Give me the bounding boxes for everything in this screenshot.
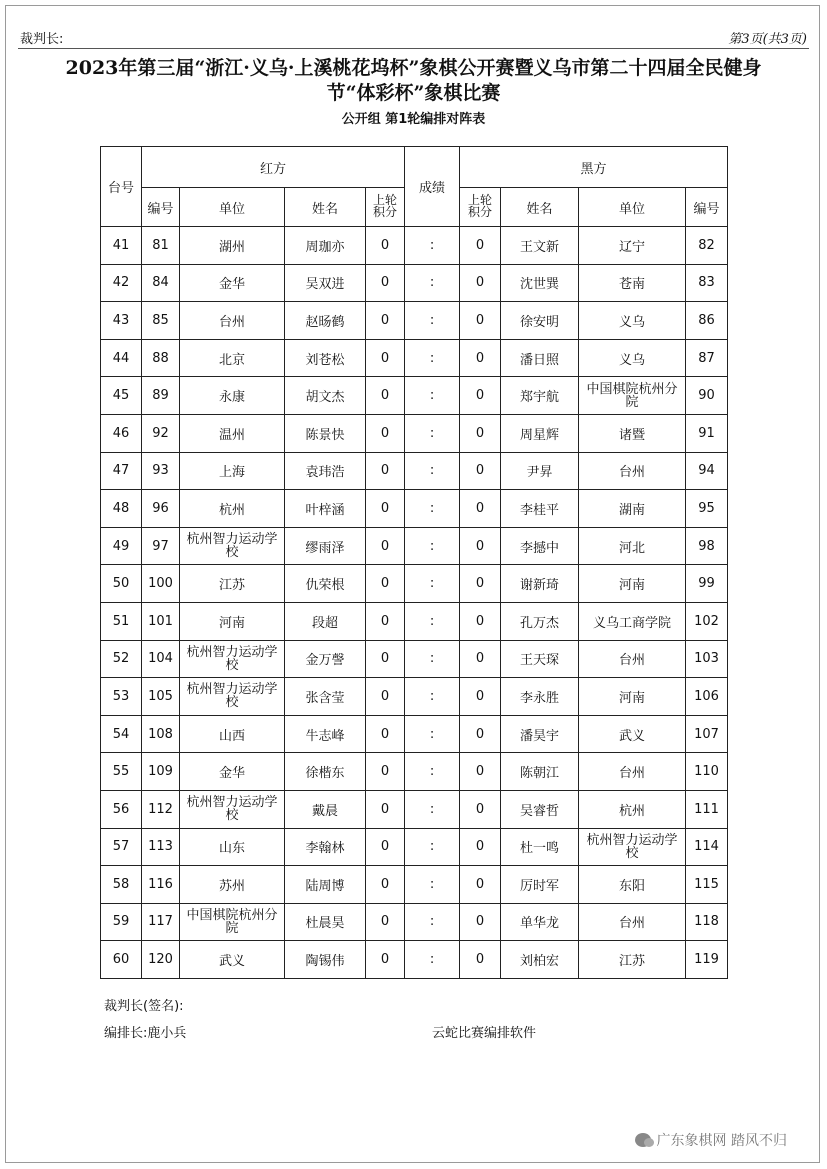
cell-red-number: 101 — [142, 602, 180, 640]
header-black-number: 编号 — [686, 188, 728, 227]
cell-black-number: 103 — [686, 640, 728, 678]
cell-red-prev-score: 0 — [366, 227, 405, 265]
header-result: 成绩 — [405, 147, 460, 227]
cell-black-unit: 河南 — [579, 678, 686, 716]
cell-red-name: 缪雨泽 — [285, 527, 366, 565]
cell-black-name: 沈世巽 — [501, 264, 579, 302]
cell-red-number: 104 — [142, 640, 180, 678]
cell-black-number: 87 — [686, 339, 728, 377]
header-table-no: 台号 — [101, 147, 142, 227]
cell-black-number: 90 — [686, 377, 728, 415]
cell-black-number: 115 — [686, 866, 728, 904]
cell-red-number: 92 — [142, 414, 180, 452]
cell-red-unit: 山东 — [180, 828, 285, 866]
cell-black-prev-score: 0 — [460, 414, 501, 452]
cell-black-prev-score: 0 — [460, 640, 501, 678]
cell-red-unit: 永康 — [180, 377, 285, 415]
cell-black-number: 99 — [686, 565, 728, 603]
cell-black-prev-score: 0 — [460, 264, 501, 302]
cell-table-no: 54 — [101, 715, 142, 753]
cell-red-unit: 武义 — [180, 941, 285, 979]
cell-red-number: 97 — [142, 527, 180, 565]
cell-red-unit: 北京 — [180, 339, 285, 377]
cell-black-prev-score: 0 — [460, 527, 501, 565]
cell-black-name: 李永胜 — [501, 678, 579, 716]
cell-black-number: 119 — [686, 941, 728, 979]
cell-black-unit: 台州 — [579, 640, 686, 678]
cell-black-prev-score: 0 — [460, 302, 501, 340]
table-row — [101, 302, 728, 340]
cell-result: : — [405, 565, 460, 603]
cell-result: : — [405, 903, 460, 941]
cell-result: : — [405, 339, 460, 377]
cell-black-unit: 辽宁 — [579, 227, 686, 265]
software-credit: 云蛇比赛编排软件 — [432, 1026, 537, 1041]
cell-black-unit: 义乌 — [579, 339, 686, 377]
cell-table-no: 52 — [101, 640, 142, 678]
cell-red-number: 96 — [142, 490, 180, 528]
cell-result: : — [405, 302, 460, 340]
cell-result: : — [405, 452, 460, 490]
cell-red-unit: 河南 — [180, 602, 285, 640]
cell-black-unit — [579, 377, 686, 415]
cell-black-name: 王文新 — [501, 227, 579, 265]
cell-black-prev-score: 0 — [460, 828, 501, 866]
cell-black-number: 98 — [686, 527, 728, 565]
unit-text: 杭州智力运动学校 — [186, 795, 278, 824]
cell-red-unit: 金华 — [180, 753, 285, 791]
cell-table-no: 58 — [101, 866, 142, 904]
cell-table-no: 56 — [101, 790, 142, 828]
pairing-rows — [101, 227, 728, 979]
cell-black-unit: 武义 — [579, 715, 686, 753]
cell-red-prev-score: 0 — [366, 866, 405, 904]
cell-black-unit: 义乌 — [579, 302, 686, 340]
cell-result: : — [405, 640, 460, 678]
table-row — [101, 339, 728, 377]
cell-black-unit: 台州 — [579, 452, 686, 490]
cell-black-prev-score: 0 — [460, 339, 501, 377]
cell-black-number: 95 — [686, 490, 728, 528]
table-row — [101, 452, 728, 490]
cell-black-number: 91 — [686, 414, 728, 452]
cell-red-unit: 山西 — [180, 715, 285, 753]
cell-result: : — [405, 866, 460, 904]
cell-result: : — [405, 790, 460, 828]
cell-black-name: 陈朝江 — [501, 753, 579, 791]
cell-table-no: 57 — [101, 828, 142, 866]
cell-table-no: 41 — [101, 227, 142, 265]
cell-result: : — [405, 715, 460, 753]
cell-red-name: 段超 — [285, 602, 366, 640]
cell-black-name: 周星辉 — [501, 414, 579, 452]
header-red-name: 姓名 — [285, 188, 366, 227]
header-black-unit: 单位 — [579, 188, 686, 227]
cell-black-prev-score: 0 — [460, 790, 501, 828]
cell-black-name: 潘昊宇 — [501, 715, 579, 753]
table-row — [101, 640, 728, 678]
header-page-number: 第3页(共3页) — [728, 32, 807, 47]
cell-table-no: 44 — [101, 339, 142, 377]
unit-text: 杭州智力运动学校 — [586, 832, 678, 861]
cell-black-name: 王天琛 — [501, 640, 579, 678]
cell-red-unit: 江苏 — [180, 565, 285, 603]
cell-black-prev-score: 0 — [460, 452, 501, 490]
cell-table-no: 55 — [101, 753, 142, 791]
pairing-table — [100, 146, 728, 979]
cell-result: : — [405, 602, 460, 640]
cell-red-name: 戴晨 — [285, 790, 366, 828]
cell-black-number: 82 — [686, 227, 728, 265]
cell-red-name: 张含莹 — [285, 678, 366, 716]
unit-text: 中国棋院杭州分院 — [186, 907, 278, 936]
cell-result: : — [405, 527, 460, 565]
table-row — [101, 678, 728, 716]
table-row — [101, 753, 728, 791]
cell-red-name: 胡文杰 — [285, 377, 366, 415]
cell-black-number: 118 — [686, 903, 728, 941]
cell-black-unit: 义乌工商学院 — [579, 602, 686, 640]
cell-red-unit — [180, 790, 285, 828]
prev-score-bottom: 积分 — [373, 205, 398, 219]
cell-black-name: 刘柏宏 — [501, 941, 579, 979]
cell-black-unit: 湖南 — [579, 490, 686, 528]
cell-table-no: 51 — [101, 602, 142, 640]
cell-red-prev-score: 0 — [366, 565, 405, 603]
table-row — [101, 790, 728, 828]
cell-black-unit: 杭州 — [579, 790, 686, 828]
cell-red-prev-score: 0 — [366, 828, 405, 866]
cell-black-unit: 江苏 — [579, 941, 686, 979]
cell-red-unit — [180, 678, 285, 716]
cell-black-number: 110 — [686, 753, 728, 791]
header-red-side: 红方 — [142, 147, 405, 188]
cell-red-name: 吴双进 — [285, 264, 366, 302]
cell-table-no: 50 — [101, 565, 142, 603]
cell-red-name: 李翰林 — [285, 828, 366, 866]
header-black-name: 姓名 — [501, 188, 579, 227]
cell-red-number: 89 — [142, 377, 180, 415]
arranger: 编排长:鹿小兵 — [104, 1026, 187, 1041]
cell-red-name: 徐楷东 — [285, 753, 366, 791]
header-black-side: 黑方 — [460, 147, 728, 188]
table-row — [101, 941, 728, 979]
cell-red-prev-score: 0 — [366, 527, 405, 565]
cell-black-unit: 台州 — [579, 753, 686, 791]
cell-table-no: 49 — [101, 527, 142, 565]
cell-red-number: 113 — [142, 828, 180, 866]
cell-red-name: 杜晨昊 — [285, 903, 366, 941]
cell-black-name: 谢新琦 — [501, 565, 579, 603]
table-row — [101, 264, 728, 302]
table-row — [101, 903, 728, 941]
cell-result: : — [405, 490, 460, 528]
cell-result: : — [405, 828, 460, 866]
cell-red-unit — [180, 527, 285, 565]
table-row — [101, 602, 728, 640]
header-red-number: 编号 — [142, 188, 180, 227]
cell-red-prev-score: 0 — [366, 302, 405, 340]
cell-black-number: 102 — [686, 602, 728, 640]
watermark — [635, 1130, 787, 1150]
header-red-prev-score — [366, 188, 405, 227]
cell-black-number: 83 — [686, 264, 728, 302]
cell-red-prev-score: 0 — [366, 903, 405, 941]
unit-text: 杭州智力运动学校 — [186, 532, 278, 561]
cell-red-prev-score: 0 — [366, 490, 405, 528]
cell-red-number: 109 — [142, 753, 180, 791]
cell-red-number: 112 — [142, 790, 180, 828]
cell-red-unit: 台州 — [180, 302, 285, 340]
table-row — [101, 227, 728, 265]
cell-red-unit: 上海 — [180, 452, 285, 490]
cell-red-name: 金万謦 — [285, 640, 366, 678]
watermark-text: 广东象棋网 踏风不归 — [656, 1133, 787, 1149]
cell-black-prev-score: 0 — [460, 678, 501, 716]
cell-red-number: 88 — [142, 339, 180, 377]
header-chief-referee: 裁判长: — [20, 32, 64, 47]
cell-red-prev-score: 0 — [366, 715, 405, 753]
unit-text: 杭州智力运动学校 — [186, 682, 278, 711]
cell-black-name: 厉时军 — [501, 866, 579, 904]
cell-black-prev-score: 0 — [460, 490, 501, 528]
cell-black-prev-score: 0 — [460, 941, 501, 979]
cell-black-unit — [579, 828, 686, 866]
cell-black-name: 李撼中 — [501, 527, 579, 565]
cell-black-name: 郑宇航 — [501, 377, 579, 415]
cell-black-unit: 东阳 — [579, 866, 686, 904]
cell-result: : — [405, 678, 460, 716]
cell-black-unit: 苍南 — [579, 264, 686, 302]
cell-black-number: 86 — [686, 302, 728, 340]
cell-red-number: 100 — [142, 565, 180, 603]
cell-black-name: 李桂平 — [501, 490, 579, 528]
cell-red-number: 108 — [142, 715, 180, 753]
cell-black-prev-score: 0 — [460, 377, 501, 415]
cell-table-no: 60 — [101, 941, 142, 979]
cell-table-no: 47 — [101, 452, 142, 490]
cell-black-name: 吴睿哲 — [501, 790, 579, 828]
cell-black-prev-score: 0 — [460, 227, 501, 265]
cell-red-name: 牛志峰 — [285, 715, 366, 753]
document-title: 2023年第三届“浙江·义乌·上溪桃花坞杯”象棋公开赛暨义乌市第二十四届全民健身节“体彩杯”象棋比赛 — [65, 57, 762, 104]
cell-black-prev-score: 0 — [460, 866, 501, 904]
cell-black-name: 孔万杰 — [501, 602, 579, 640]
cell-red-number: 117 — [142, 903, 180, 941]
prev-score-bottom: 积分 — [468, 205, 493, 219]
cell-red-unit: 苏州 — [180, 866, 285, 904]
wechat-icon — [635, 1133, 651, 1147]
prev-score-top: 上轮 — [468, 193, 493, 207]
header-red-unit: 单位 — [180, 188, 285, 227]
cell-red-unit — [180, 640, 285, 678]
cell-red-unit — [180, 903, 285, 941]
cell-result: : — [405, 941, 460, 979]
table-row — [101, 828, 728, 866]
unit-text: 杭州智力运动学校 — [186, 644, 278, 673]
document-subtitle: 公开组 第1轮编排对阵表 — [341, 112, 486, 127]
cell-black-number: 94 — [686, 452, 728, 490]
table-row — [101, 414, 728, 452]
cell-red-name: 仇荣根 — [285, 565, 366, 603]
cell-black-prev-score: 0 — [460, 565, 501, 603]
cell-result: : — [405, 414, 460, 452]
cell-black-unit: 河南 — [579, 565, 686, 603]
cell-black-prev-score: 0 — [460, 602, 501, 640]
cell-red-number: 105 — [142, 678, 180, 716]
table-row — [101, 715, 728, 753]
cell-red-name: 陈景快 — [285, 414, 366, 452]
cell-red-prev-score: 0 — [366, 414, 405, 452]
cell-table-no: 48 — [101, 490, 142, 528]
cell-red-name: 袁玮浩 — [285, 452, 366, 490]
cell-black-name: 徐安明 — [501, 302, 579, 340]
cell-black-number: 111 — [686, 790, 728, 828]
cell-red-number: 93 — [142, 452, 180, 490]
cell-red-name: 陆周博 — [285, 866, 366, 904]
table-row — [101, 490, 728, 528]
cell-red-unit: 金华 — [180, 264, 285, 302]
cell-red-prev-score: 0 — [366, 753, 405, 791]
cell-red-number: 84 — [142, 264, 180, 302]
cell-black-unit: 河北 — [579, 527, 686, 565]
cell-table-no: 53 — [101, 678, 142, 716]
cell-red-prev-score: 0 — [366, 264, 405, 302]
cell-result: : — [405, 753, 460, 791]
cell-red-number: 116 — [142, 866, 180, 904]
header-black-prev-score — [460, 188, 501, 227]
cell-red-unit: 温州 — [180, 414, 285, 452]
cell-table-no: 59 — [101, 903, 142, 941]
cell-red-prev-score: 0 — [366, 941, 405, 979]
table-row — [101, 565, 728, 603]
cell-black-name: 尹昇 — [501, 452, 579, 490]
cell-red-unit: 杭州 — [180, 490, 285, 528]
cell-black-number: 114 — [686, 828, 728, 866]
cell-red-name: 赵旸鹤 — [285, 302, 366, 340]
cell-result: : — [405, 377, 460, 415]
cell-red-prev-score: 0 — [366, 790, 405, 828]
cell-red-number: 120 — [142, 941, 180, 979]
cell-black-name: 潘日照 — [501, 339, 579, 377]
cell-black-name: 杜一鸣 — [501, 828, 579, 866]
cell-red-prev-score: 0 — [366, 377, 405, 415]
cell-red-prev-score: 0 — [366, 678, 405, 716]
cell-black-number: 107 — [686, 715, 728, 753]
cell-table-no: 46 — [101, 414, 142, 452]
cell-red-number: 85 — [142, 302, 180, 340]
cell-black-prev-score: 0 — [460, 903, 501, 941]
cell-table-no: 45 — [101, 377, 142, 415]
cell-black-name: 单华龙 — [501, 903, 579, 941]
cell-result: : — [405, 227, 460, 265]
cell-red-prev-score: 0 — [366, 452, 405, 490]
cell-red-name: 周珈亦 — [285, 227, 366, 265]
cell-black-prev-score: 0 — [460, 715, 501, 753]
cell-red-number: 81 — [142, 227, 180, 265]
cell-table-no: 42 — [101, 264, 142, 302]
cell-black-unit: 诸暨 — [579, 414, 686, 452]
cell-red-prev-score: 0 — [366, 339, 405, 377]
cell-table-no: 43 — [101, 302, 142, 340]
cell-red-prev-score: 0 — [366, 602, 405, 640]
table-row — [101, 377, 728, 415]
cell-red-name: 刘苍松 — [285, 339, 366, 377]
cell-red-unit: 湖州 — [180, 227, 285, 265]
cell-red-prev-score: 0 — [366, 640, 405, 678]
prev-score-top: 上轮 — [373, 193, 398, 207]
cell-black-number: 106 — [686, 678, 728, 716]
cell-black-prev-score: 0 — [460, 753, 501, 791]
cell-red-name: 叶梓涵 — [285, 490, 366, 528]
cell-red-name: 陶锡伟 — [285, 941, 366, 979]
chief-referee-signature: 裁判长(签名): — [104, 999, 184, 1014]
header-divider — [18, 48, 809, 49]
cell-result: : — [405, 264, 460, 302]
cell-black-unit: 台州 — [579, 903, 686, 941]
table-row — [101, 527, 728, 565]
table-row — [101, 866, 728, 904]
unit-text: 中国棋院杭州分院 — [586, 381, 678, 410]
